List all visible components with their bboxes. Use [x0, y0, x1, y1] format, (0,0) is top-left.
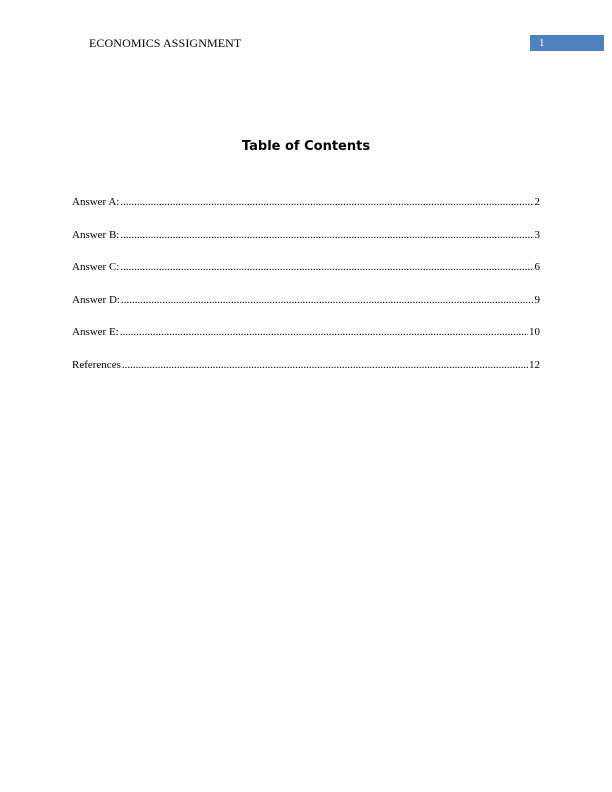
toc-entry-label: Answer E: — [72, 326, 119, 338]
toc-list — [72, 195, 540, 390]
toc-entry-label: References — [72, 358, 121, 371]
toc-entry-label: Answer C: — [72, 261, 120, 273]
toc-dot-leader — [120, 260, 533, 274]
running-header-title: ECONOMICS ASSIGNMENT — [89, 36, 242, 50]
toc-entry-answer-d[interactable] — [72, 293, 540, 326]
toc-entry-answer-c[interactable] — [72, 260, 540, 293]
toc-dot-leader — [121, 293, 534, 307]
toc-dot-leader — [120, 195, 533, 209]
page-number-badge — [530, 35, 604, 51]
toc-entry-page: 9 — [534, 293, 540, 306]
toc-entry-page: 12 — [529, 358, 540, 371]
toc-entry-label: Answer D: — [72, 293, 120, 306]
toc-entry-answer-e[interactable] — [72, 325, 540, 358]
toc-entry-answer-b[interactable] — [72, 228, 540, 261]
toc-entry-label: Answer A: — [72, 196, 120, 208]
toc-entry-references[interactable] — [72, 358, 540, 391]
toc-entry-page: 6 — [534, 261, 540, 273]
page-number: 1 — [539, 37, 545, 49]
toc-dot-leader — [120, 325, 528, 339]
toc-entry-answer-a[interactable] — [72, 195, 540, 228]
toc-heading: Table of Contents — [241, 139, 371, 154]
toc-dot-leader — [120, 228, 533, 242]
toc-entry-label: Answer B: — [72, 228, 120, 241]
toc-entry-page: 3 — [534, 228, 540, 241]
toc-entry-page: 2 — [534, 196, 540, 208]
toc-entry-page: 10 — [529, 326, 540, 338]
toc-dot-leader — [122, 358, 528, 372]
